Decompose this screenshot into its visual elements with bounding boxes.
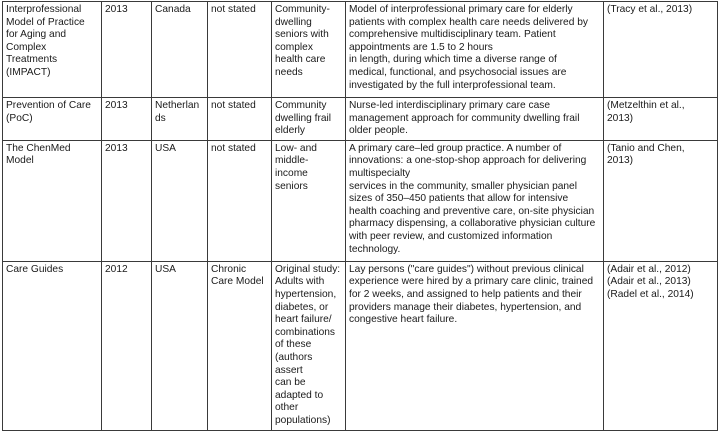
description-cell: Model of interprofessional primary care for elderly patients with complex health care needs delivered by comprehensive multidisciplinary team. Patient appointments are 1.5 to 2 hours in length, during which time a diverse range of medical, functional, and psychosocial issues are investigated by the full interprofessional team. <box>346 2 604 98</box>
care-models-table <box>2 1 718 431</box>
table-row <box>3 140 718 261</box>
model-name-cell: Care Guides <box>3 261 102 430</box>
model-name-cell: The ChenMed Model <box>3 140 102 261</box>
description-cell: Lay persons ("care guides") without previous clinical experience were hired by a primary care clinic, trained for 2 weeks, and assigned to help patients and their providers manage their diabetes, hypertension, and congestive heart failure. <box>346 261 604 430</box>
framework-cell: Chronic Care Model <box>208 261 272 430</box>
table-row <box>3 2 718 98</box>
population-cell: Low- and middle- income seniors <box>272 140 346 261</box>
population-cell: Original study: Adults with hypertension, diabetes, or heart failure/ combinations of these (authors assert can be adapted to other populations) <box>272 261 346 430</box>
table-row <box>3 261 718 430</box>
description-cell: Nurse-led interdisciplinary primary care case management approach for community dwelling frail older people. <box>346 98 604 141</box>
reference-cell: (Tanio and Chen, 2013) <box>604 140 718 261</box>
framework-cell: not stated <box>208 140 272 261</box>
year-cell: 2013 <box>102 140 152 261</box>
table-row <box>3 98 718 141</box>
population-cell: Community- dwelling seniors with complex health care needs <box>272 2 346 98</box>
framework-cell: not stated <box>208 98 272 141</box>
reference-cell: (Adair et al., 2012) (Adair et al., 2013) (Radel et al., 2014) <box>604 261 718 430</box>
reference-cell: (Metzelthin et al., 2013) <box>604 98 718 141</box>
country-cell: USA <box>152 261 208 430</box>
model-name-cell: Interprofessional Model of Practice for Aging and Complex Treatments (IMPACT) <box>3 2 102 98</box>
year-cell: 2013 <box>102 2 152 98</box>
year-cell: 2013 <box>102 98 152 141</box>
description-cell: A primary care–led group practice. A number of innovations: a one-stop-shop approach for delivering multispecialty services in the community, smaller physician panel sizes of 350–450 patients that allow for intensive health coaching and preventive care, on-site physician pharmacy dispensing, a collaborative physician culture with peer review, and customized information technology. <box>346 140 604 261</box>
framework-cell: not stated <box>208 2 272 98</box>
reference-cell: (Tracy et al., 2013) <box>604 2 718 98</box>
country-cell: USA <box>152 140 208 261</box>
population-cell: Community dwelling frail elderly <box>272 98 346 141</box>
model-name-cell: Prevention of Care (PoC) <box>3 98 102 141</box>
year-cell: 2012 <box>102 261 152 430</box>
country-cell: Canada <box>152 2 208 98</box>
country-cell: Netherlan ds <box>152 98 208 141</box>
